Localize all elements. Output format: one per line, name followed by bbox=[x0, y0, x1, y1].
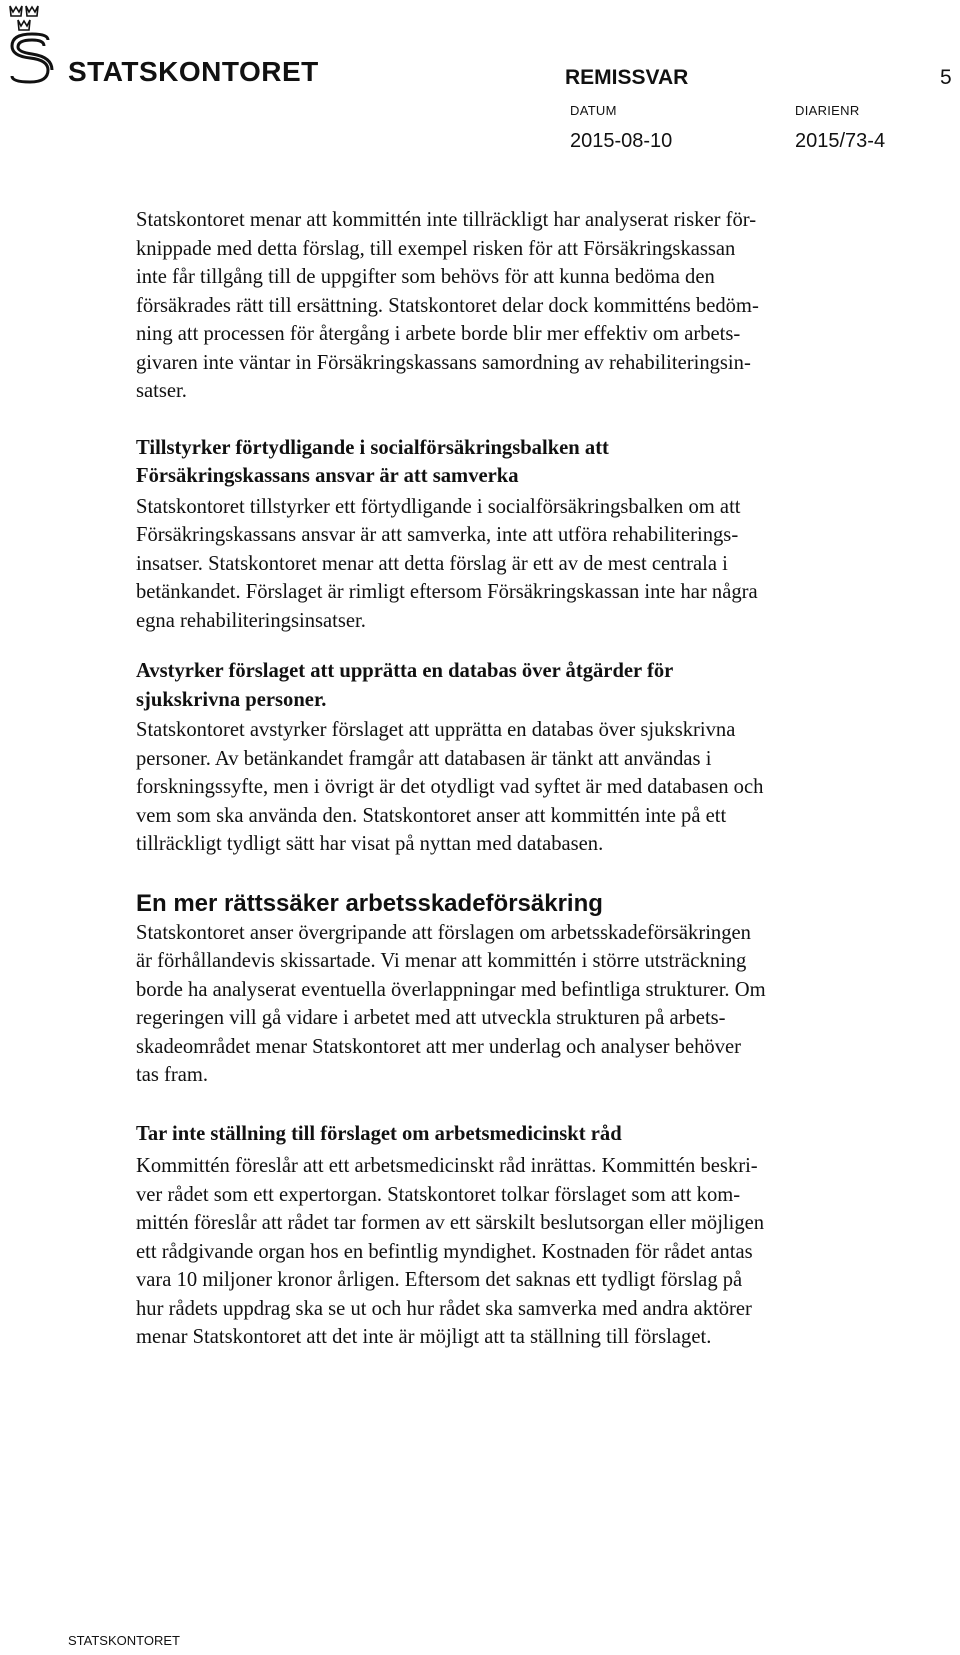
text-line: insatser. Statskontoret menar att detta förslag är ett av de mest centrala i bbox=[136, 552, 728, 575]
text-line: ett rådgivande organ hos en befintlig myndighet. Kostnaden för rådet antas bbox=[136, 1240, 753, 1263]
text-line: satser. bbox=[136, 380, 187, 402]
text-line: mittén föreslår att rådet tar formen av ett särskilt beslutsorgan eller möjligen bbox=[136, 1212, 765, 1234]
text-line: försäkrades rätt till ersättning. Statskontoret delar dock kommitténs bedöm- bbox=[136, 294, 759, 317]
text-line: Statskontoret tillstyrker ett förtydligande i socialförsäkringsbalken om att bbox=[136, 495, 741, 518]
heading-line: Tillstyrker förtydligande i socialförsäkringsbalken att bbox=[136, 436, 609, 459]
text-line: Statskontoret menar att kommittén inte tillräckligt har analyserat risker för- bbox=[136, 209, 757, 231]
document-type: REMISSVAR bbox=[565, 66, 689, 89]
paragraph-arbetsmedicinskt-rad bbox=[136, 1152, 906, 1352]
section-heading-arbetsskada: En mer rättssäker arbetsskadeförsäkring bbox=[136, 889, 603, 917]
s-emblem-icon bbox=[12, 34, 52, 82]
heading-line: sjukskrivna personer. bbox=[136, 688, 327, 711]
text-line: forskningssyfte, men i övrigt är det otydligt vad syftet är med databasen och bbox=[136, 776, 764, 798]
text-line: tas fram. bbox=[136, 1064, 209, 1086]
text-line: hur rådets uppdrag ska se ut och hur rådet ska samverka med andra aktörer bbox=[136, 1297, 752, 1320]
text-line: är förhållandevis skissartade. Vi menar att kommittén i större utsträckning bbox=[136, 950, 747, 972]
text-line: tillräckligt tydligt sätt har visat på nyttan med databasen. bbox=[136, 833, 604, 855]
date-value: 2015-08-10 bbox=[570, 130, 673, 152]
reference-value: 2015/73-4 bbox=[795, 130, 886, 152]
text-line: Statskontoret anser övergripande att förslagen om arbetsskadeförsäkringen bbox=[136, 921, 751, 944]
paragraph-avstyrker bbox=[136, 716, 906, 859]
heading-arbetsmedicinskt-rad: Tar inte ställning till förslaget om arbetsmedicinskt råd bbox=[136, 1122, 622, 1145]
heading-line: Avstyrker förslaget att upprätta en databas över åtgärder för bbox=[136, 660, 674, 682]
three-crowns-icon bbox=[10, 6, 38, 30]
text-line: inte får tillgång till de uppgifter som behövs för att kunna bedöma den bbox=[136, 266, 715, 288]
text-line: ning att processen för återgång i arbete borde blir mer effektiv om arbets- bbox=[136, 323, 741, 345]
paragraph-arbetsskada bbox=[136, 919, 906, 1090]
text-line: Kommittén föreslår att ett arbetsmedicinskt råd inrättas. Kommittén beskri- bbox=[136, 1155, 758, 1177]
text-line: vara 10 miljoner kronor årligen. Eftersom det saknas ett tydligt förslag på bbox=[136, 1269, 743, 1291]
heading-line: Försäkringskassans ansvar är att samverka bbox=[136, 465, 519, 487]
brand-wordmark: STATSKONTORET bbox=[68, 56, 319, 87]
text-line: regeringen vill gå vidare i arbetet med att utveckla strukturen på arbets- bbox=[136, 1007, 726, 1029]
text-line: betänkandet. Förslaget är rimligt eftersom Försäkringskassan inte har några bbox=[136, 581, 758, 603]
heading-avstyrker bbox=[136, 657, 906, 714]
date-label: DATUM bbox=[570, 103, 617, 118]
text-line: menar Statskontoret att det inte är möjligt att ta ställning till förslaget. bbox=[136, 1326, 712, 1348]
text-line: Statskontoret avstyrker förslaget att upprätta en databas över sjukskrivna bbox=[136, 719, 736, 741]
text-line: skadeområdet menar Statskontoret att mer underlag och analyser behöver bbox=[136, 1035, 742, 1058]
text-line: egna rehabiliteringsinsatser. bbox=[136, 609, 366, 632]
reference-label: DIARIENR bbox=[795, 103, 860, 118]
text-line: personer. Av betänkandet framgår att databasen är tänkt att användas i bbox=[136, 747, 712, 770]
paragraph-risk-analysis bbox=[136, 206, 906, 406]
text-line: givaren inte väntar in Försäkringskassans samordning av rehabiliteringsin- bbox=[136, 351, 751, 374]
footer-organization: STATSKONTORET bbox=[68, 1633, 180, 1648]
paragraph-tillstyrker bbox=[136, 493, 906, 636]
statskontoret-logo bbox=[4, 0, 64, 90]
text-line: vem som ska använda den. Statskontoret anser att kommittén inte på ett bbox=[136, 804, 727, 827]
text-line: ver rådet som ett expertorgan. Statskontoret tolkar förslaget som att kom- bbox=[136, 1183, 741, 1206]
page-number: 5 bbox=[940, 66, 952, 89]
text-line: Försäkringskassans ansvar är att samverka, inte att utföra rehabiliterings- bbox=[136, 524, 739, 546]
text-line: borde ha analyserat eventuella överlappningar med befintliga strukturer. Om bbox=[136, 978, 766, 1001]
heading-tillstyrker bbox=[136, 434, 906, 491]
document-body bbox=[136, 206, 906, 1352]
text-line: knippade med detta förslag, till exempel risken för att Försäkringskassan bbox=[136, 237, 736, 260]
